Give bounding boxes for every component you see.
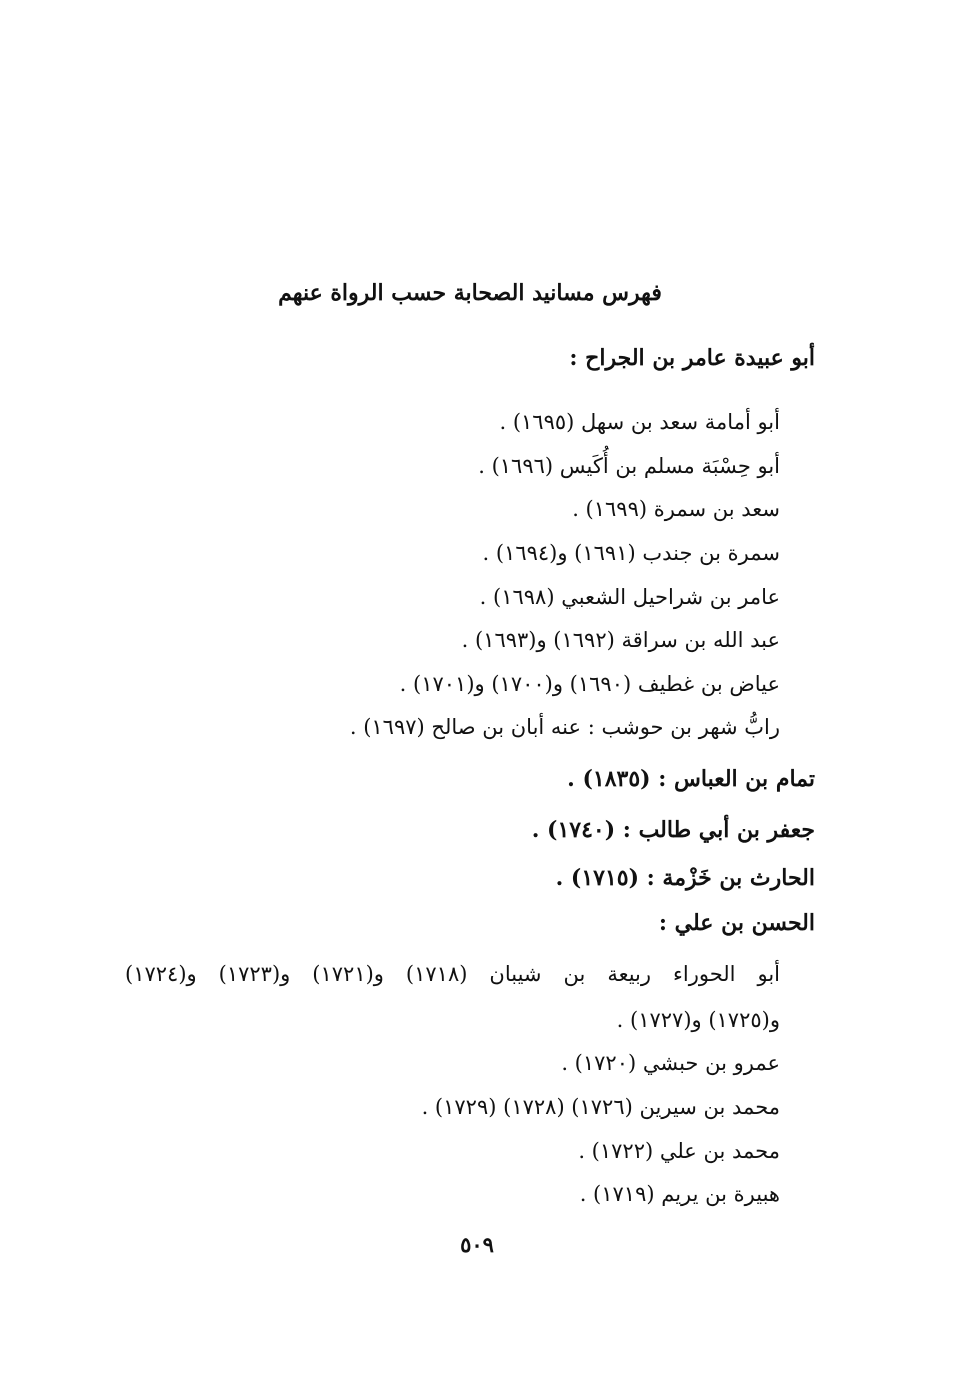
section-heading: جعفر بن أبي طالب : (١٧٤٠) . xyxy=(531,817,815,843)
entry-line: أبو الحوراء ربيعة بن شيبان (١٧١٨) و(١٧٢١) و(١٧٢٣) و(١٧٢٤) xyxy=(125,962,781,986)
entry-line-continuation: و(١٧٢٥) و(١٧٢٧) . xyxy=(616,1008,780,1032)
page-title: فهرس مسانيد الصحابة حسب الرواة عنهم xyxy=(278,280,662,306)
entry-line: محمد بن سيرين (١٧٢٦) (١٧٢٨) (١٧٢٩) . xyxy=(421,1095,780,1119)
entry-line: عياض بن غطيف (١٦٩٠) و(١٧٠٠) و(١٧٠١) . xyxy=(399,672,780,696)
section-heading: الحارث بن خَزْمة : (١٧١٥) . xyxy=(555,865,815,891)
section-heading: أبو عبيدة عامر بن الجراح : xyxy=(569,345,815,371)
entry-line: هبيرة بن يريم (١٧١٩) . xyxy=(579,1182,780,1206)
entry-line: عبد الله بن سراقة (١٦٩٢) و(١٦٩٣) . xyxy=(461,628,780,652)
section-heading: تمام بن العباس : (١٨٣٥) . xyxy=(567,766,815,792)
entry-line: أبو أمامة سعد بن سهل (١٦٩٥) . xyxy=(499,410,780,434)
entry-line: رابُّ شهر بن حوشب : عنه أبان بن صالح (١٦٩٧) . xyxy=(349,715,780,739)
entry-line: محمد بن علي (١٧٢٢) . xyxy=(578,1139,780,1163)
entry-line: سمرة بن جندب (١٦٩١) و(١٦٩٤) . xyxy=(482,541,780,565)
entry-line: عامر بن شراحيل الشعبي (١٦٩٨) . xyxy=(479,585,780,609)
section-heading: الحسن بن علي : xyxy=(658,910,815,936)
entry-line: سعد بن سمرة (١٦٩٩) . xyxy=(572,497,780,521)
entry-line: عمرو بن حبشي (١٧٢٠) . xyxy=(561,1051,780,1075)
page-number: ٥٠٩ xyxy=(460,1232,494,1257)
entry-line: أبو حِسْبَة مسلم بن أُكَيس (١٦٩٦) . xyxy=(478,454,780,478)
